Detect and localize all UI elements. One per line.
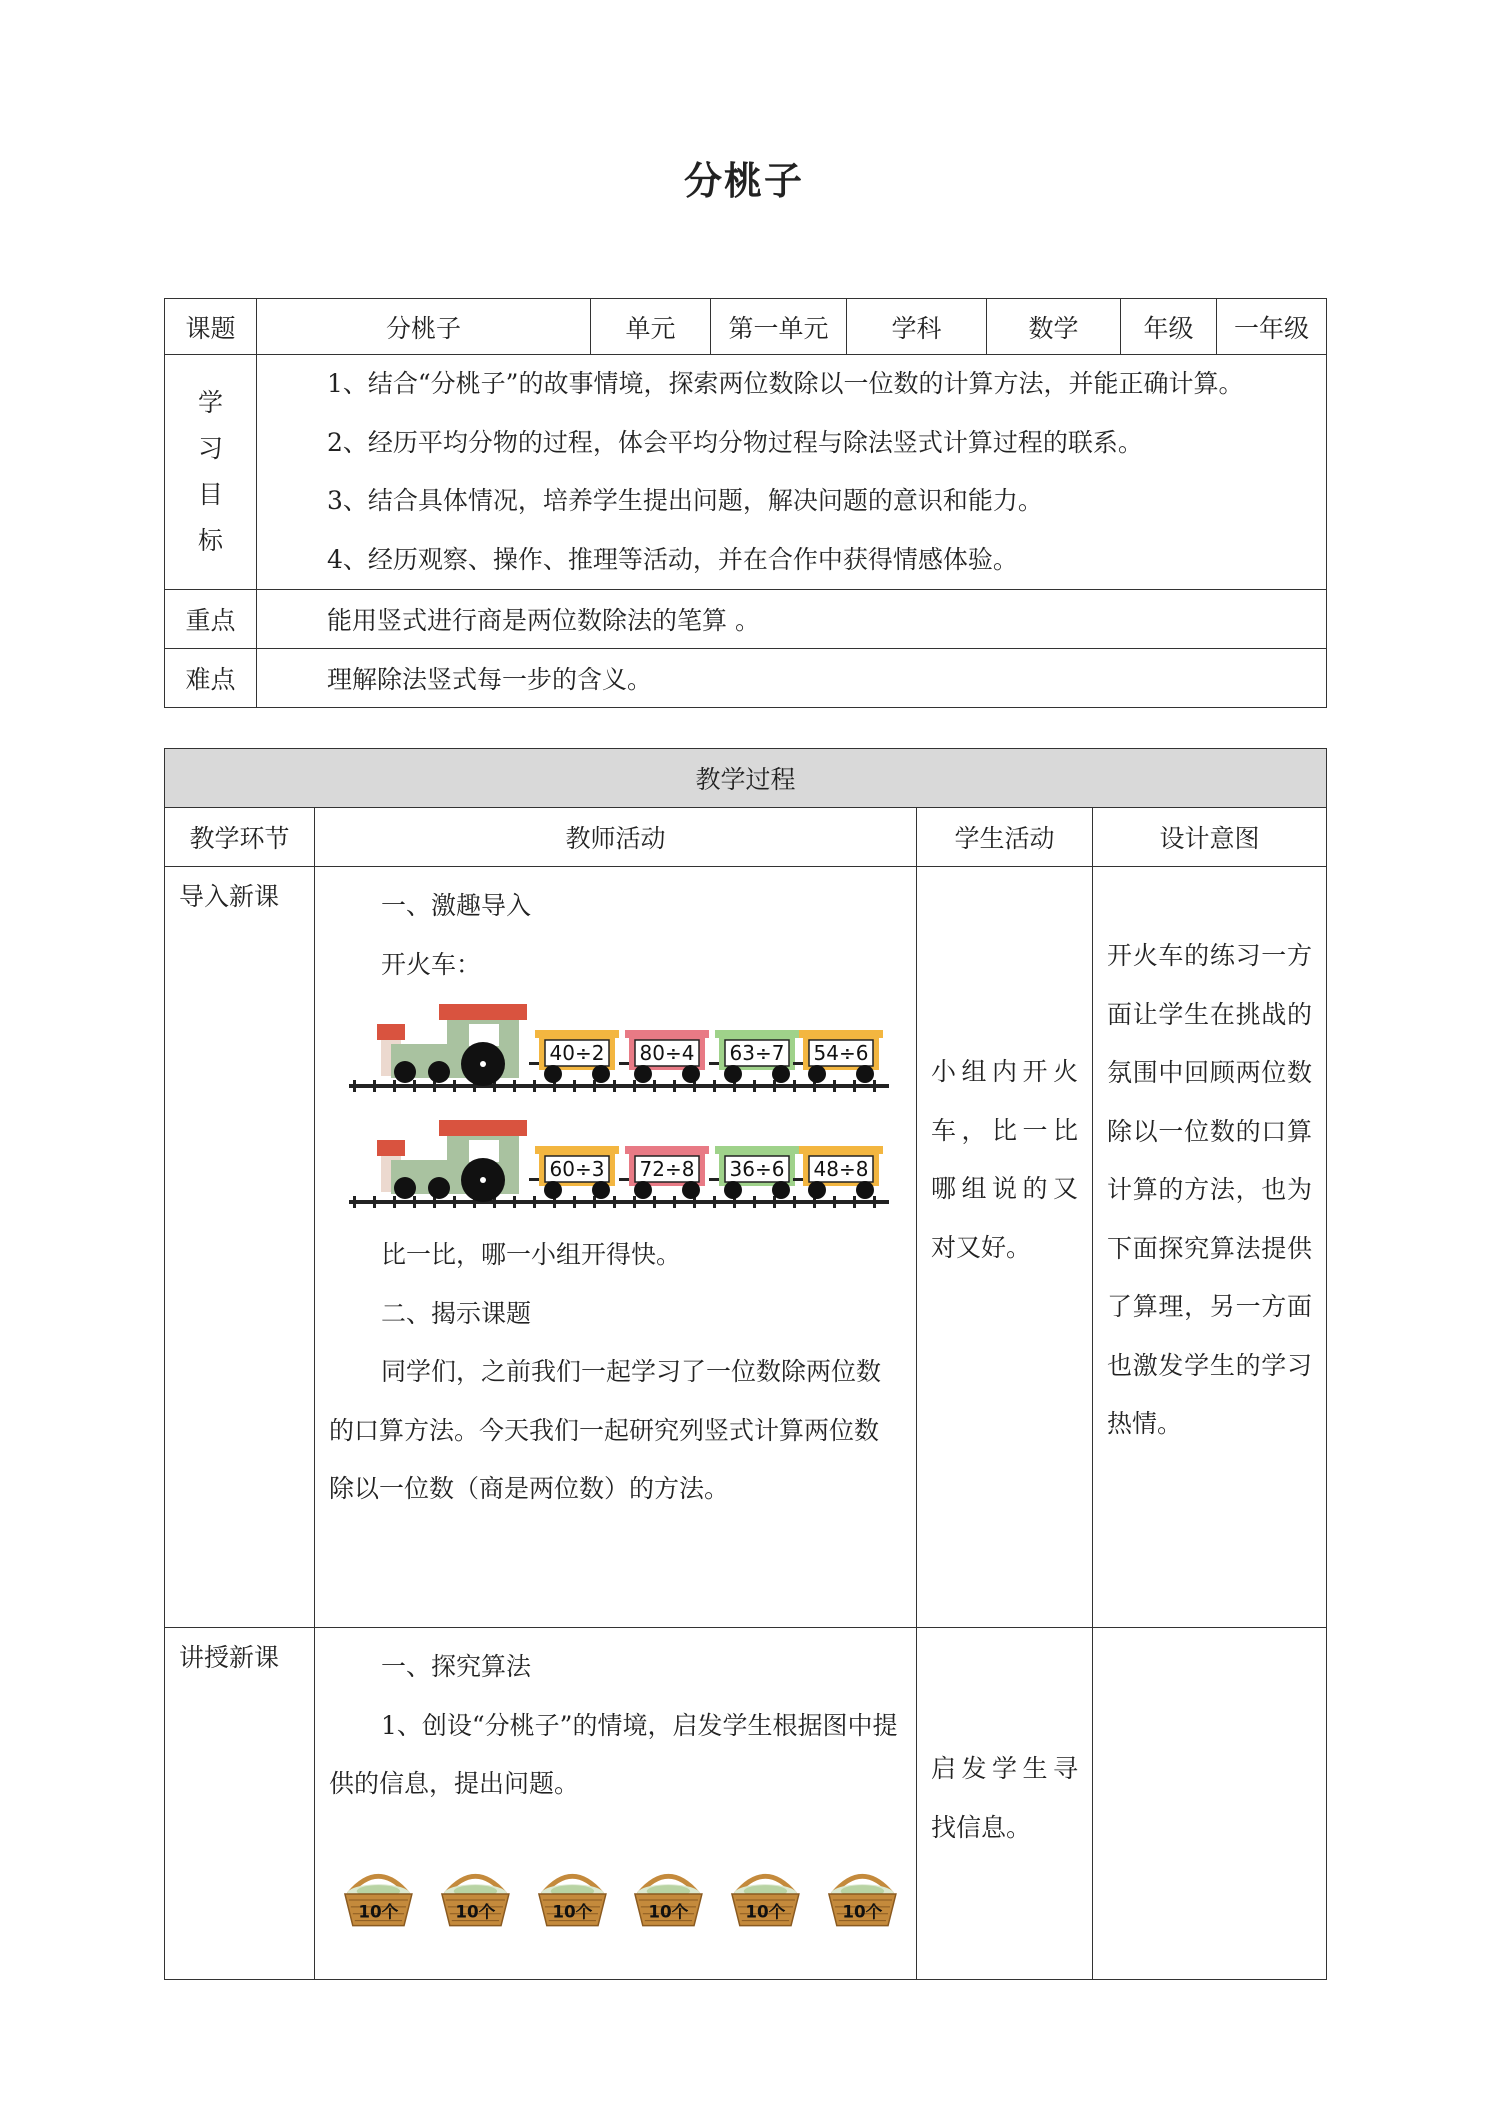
subject-value: 数学 — [987, 299, 1121, 355]
info-table — [164, 298, 1327, 708]
basket-label: 10个 — [842, 1901, 883, 1922]
explore-heading: 一、探究算法 — [381, 1652, 532, 1681]
car-label: 72÷8 — [639, 1157, 695, 1181]
engine-wheel-hub — [480, 1177, 486, 1183]
track-tie — [833, 1080, 836, 1092]
car-wheel — [544, 1181, 562, 1199]
car-wheel — [772, 1181, 790, 1199]
unit-label: 单元 — [591, 299, 711, 355]
car-wheel — [634, 1065, 652, 1083]
track-tie — [453, 1196, 456, 1208]
car-roof — [799, 1146, 883, 1154]
track-tie — [773, 1080, 776, 1092]
car-label: 63÷7 — [729, 1041, 785, 1065]
track-tie — [673, 1196, 676, 1208]
train-group-2 — [329, 1110, 902, 1226]
track-tie — [753, 1196, 756, 1208]
car-roof — [625, 1146, 709, 1154]
track-tie — [793, 1080, 796, 1092]
track-tie — [633, 1080, 636, 1092]
track-tie — [373, 1080, 376, 1092]
track-tie — [653, 1196, 656, 1208]
reveal-text: 同学们，之前我们一起学习了一位数除两位数的口算方法。今天我们一起研究列竖式计算两位数除以一位数（商是两位数）的方法。 — [329, 1357, 882, 1503]
peach-scenario-text: 1、创设“分桃子”的情境，启发学生根据图中提供的信息，提出问题。 — [329, 1710, 898, 1798]
track-tie — [533, 1080, 536, 1092]
track-tie — [353, 1196, 356, 1208]
engine-wheel — [394, 1177, 416, 1199]
car-coupler — [709, 1178, 719, 1181]
track-tie — [753, 1080, 756, 1092]
goal-item: 3、结合具体情况，培养学生提出问题，解决问题的意识和能力。 — [327, 486, 1043, 515]
track — [349, 1084, 889, 1088]
car-roof — [535, 1146, 619, 1154]
grade-label: 年级 — [1121, 299, 1217, 355]
engine-chimney-top — [377, 1024, 405, 1040]
goal-item: 4、经历观察、操作、推理等活动，并在合作中获得情感体验。 — [327, 544, 1018, 574]
grade-value: 一年级 — [1217, 299, 1327, 355]
difficulty-value: 理解除法竖式每一步的含义。 — [257, 649, 1327, 708]
track — [349, 1200, 889, 1204]
car-coupler — [709, 1062, 719, 1065]
car-roof — [715, 1030, 799, 1038]
design-intent-intro: 开火车的练习一方面让学生在挑战的氛围中回顾两位数除以一位数的口算计算的方法，也为下面探究算法提供了算理，另一方面也激发学生的学习热情。 — [1093, 867, 1327, 1628]
car-wheel — [724, 1181, 742, 1199]
car-label: 40÷2 — [549, 1041, 605, 1065]
track-tie — [833, 1196, 836, 1208]
unit-value: 第一单元 — [711, 299, 847, 355]
car-label: 48÷8 — [813, 1157, 869, 1181]
car-wheel — [592, 1181, 610, 1199]
track-tie — [373, 1196, 376, 1208]
car-roof — [715, 1146, 799, 1154]
track-tie — [633, 1196, 636, 1208]
car-wheel — [808, 1181, 826, 1199]
car-coupler — [529, 1062, 539, 1065]
train-group-1 — [329, 994, 902, 1110]
col-stage-header: 教学环节 — [165, 808, 315, 867]
car-wheel — [808, 1065, 826, 1083]
difficulty-label: 难点 — [165, 649, 257, 708]
subject-label: 学科 — [847, 299, 987, 355]
col-student-header: 学生活动 — [917, 808, 1093, 867]
goal-item: 2、经历平均分物的过程，体会平均分物过程与除法竖式计算过程的联系。 — [327, 427, 1143, 457]
engine-wheel — [428, 1061, 450, 1083]
track-tie — [713, 1080, 716, 1092]
peach-basket-icon — [339, 1864, 418, 1930]
student-activity-new: 启发学生寻找信息。 — [917, 1628, 1093, 1980]
track-tie — [593, 1196, 596, 1208]
topic-value: 分桃子 — [257, 299, 591, 355]
goals-cell — [257, 355, 1327, 590]
car-wheel — [724, 1065, 742, 1083]
peach-basket-icon — [533, 1864, 612, 1930]
key-label: 重点 — [165, 590, 257, 649]
track-tie — [613, 1196, 616, 1208]
track-tie — [853, 1080, 856, 1092]
basket-label: 10个 — [455, 1901, 496, 1922]
car-coupler — [529, 1178, 539, 1181]
car-roof — [535, 1030, 619, 1038]
car-coupler — [619, 1178, 629, 1181]
track-tie — [713, 1196, 716, 1208]
engine-wheel — [394, 1061, 416, 1083]
car-wheel — [592, 1065, 610, 1083]
track-tie — [873, 1080, 876, 1092]
goal-item: 1、结合“分桃子”的故事情境，探索两位数除以一位数的计算方法，并能正确计算。 — [327, 369, 1244, 398]
track-tie — [353, 1080, 356, 1092]
basket-label: 10个 — [648, 1901, 689, 1922]
car-coupler — [793, 1062, 803, 1065]
car-wheel — [634, 1181, 652, 1199]
peach-basket-icon — [823, 1864, 902, 1930]
basket-label: 10个 — [552, 1901, 593, 1922]
basket-row — [329, 1814, 902, 1930]
car-wheel — [772, 1065, 790, 1083]
track-tie — [593, 1080, 596, 1092]
track-tie — [413, 1196, 416, 1208]
train-2-illustration — [329, 1110, 889, 1226]
teacher-activity-intro — [315, 867, 917, 1628]
track-tie — [533, 1196, 536, 1208]
stage-new-lesson: 讲授新课 — [165, 1628, 315, 1980]
col-design-header: 设计意图 — [1093, 808, 1327, 867]
peach-basket-icon — [629, 1864, 708, 1930]
process-table — [164, 748, 1327, 1980]
col-teacher-header: 教师活动 — [315, 808, 917, 867]
car-label: 36÷6 — [729, 1157, 785, 1181]
car-label: 60÷3 — [549, 1157, 605, 1181]
car-wheel — [856, 1181, 874, 1199]
track-tie — [453, 1080, 456, 1092]
goals-label: 学习目标 — [165, 355, 257, 590]
track-tie — [573, 1080, 576, 1092]
car-roof — [799, 1030, 883, 1038]
engine-roof — [439, 1004, 527, 1020]
car-wheel — [544, 1065, 562, 1083]
track-tie — [673, 1080, 676, 1092]
teacher-activity-new — [315, 1628, 917, 1980]
track-tie — [573, 1196, 576, 1208]
stage-intro: 导入新课 — [165, 867, 315, 1628]
track-tie — [513, 1080, 516, 1092]
topic-label: 课题 — [165, 299, 257, 355]
train-label: 开火车： — [381, 949, 482, 979]
document-title: 分桃子 — [683, 159, 804, 203]
car-roof — [625, 1030, 709, 1038]
key-value: 能用竖式进行商是两位数除法的笔算 。 — [257, 590, 1327, 649]
track-tie — [613, 1080, 616, 1092]
track-tie — [773, 1196, 776, 1208]
design-intent-new — [1093, 1628, 1327, 1980]
process-header: 教学过程 — [165, 749, 1327, 808]
car-wheel — [682, 1065, 700, 1083]
track-tie — [653, 1080, 656, 1092]
car-wheel — [682, 1181, 700, 1199]
student-activity-intro: 小组内开火车，比一比哪组说的又对又好。 — [917, 867, 1093, 1628]
peach-basket-icon — [436, 1864, 515, 1930]
engine-roof — [439, 1120, 527, 1136]
intro-heading: 一、激趣导入 — [381, 891, 532, 920]
train-1-illustration — [329, 994, 889, 1110]
car-label: 54÷6 — [813, 1041, 869, 1065]
track-tie — [853, 1196, 856, 1208]
reveal-heading: 二、揭示课题 — [381, 1298, 532, 1328]
track-tie — [393, 1196, 396, 1208]
engine-wheel-hub — [480, 1061, 486, 1067]
peach-basket-icon — [726, 1864, 805, 1930]
compare-text: 比一比，哪一小组开得快。 — [381, 1240, 682, 1269]
track-tie — [873, 1196, 876, 1208]
track-tie — [513, 1196, 516, 1208]
track-tie — [793, 1196, 796, 1208]
basket-label: 10个 — [745, 1901, 786, 1922]
car-coupler — [793, 1178, 803, 1181]
engine-wheel — [428, 1177, 450, 1199]
basket-label: 10个 — [358, 1901, 399, 1922]
car-coupler — [619, 1062, 629, 1065]
engine-chimney-top — [377, 1140, 405, 1156]
car-label: 80÷4 — [639, 1041, 695, 1065]
track-tie — [393, 1080, 396, 1092]
car-wheel — [856, 1065, 874, 1083]
track-tie — [413, 1080, 416, 1092]
